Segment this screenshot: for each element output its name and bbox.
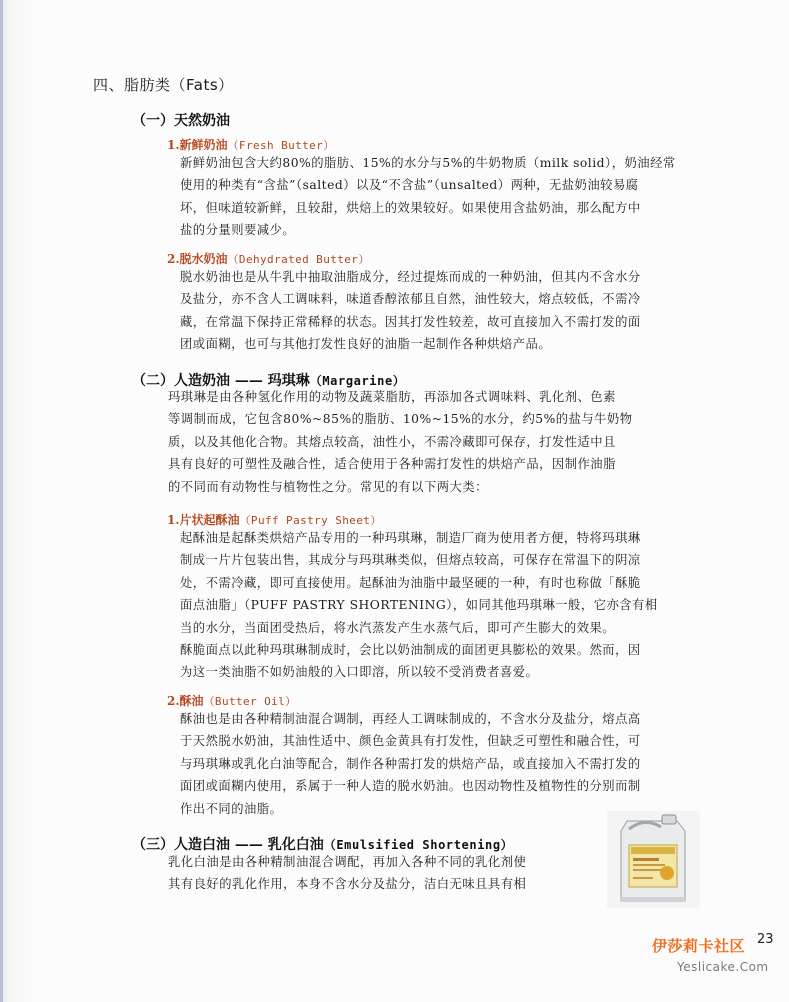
section-title: 四、脂肪类（Fats） — [93, 76, 234, 94]
paragraph-line: 面点油脂」（PUFF PASTRY SHORTENING），如同其他玛琪琳一般，它亦含有相 — [180, 598, 658, 613]
paragraph-margarine — [168, 386, 700, 498]
heading-puff-pastry — [167, 511, 382, 528]
shortening-canister-image — [607, 811, 700, 908]
heading-natural-butter-cn: （一）天然奶油 — [132, 113, 230, 129]
heading-shortening-cn: （三）人造白油 —— 乳化白油 — [132, 837, 324, 853]
paragraph-line: 制成一片片包装出售，其成分与玛琪琳类似，但熔点较高，可保存在常温下的阴凉 — [180, 553, 641, 568]
paragraph-puff-pastry — [180, 527, 700, 684]
paragraph-line: 为这一类油脂不如奶油般的入口即溶，所以较不受消费者喜爱。 — [180, 665, 539, 680]
page-number: 23 — [757, 932, 774, 947]
paragraph-line: 新鲜奶油包含大约80%的脂肪、15%的水分与5%的牛奶物质（milk solid），奶油经常 — [180, 156, 676, 170]
paragraph-fresh-butter — [180, 152, 700, 242]
paragraph-butter-oil — [180, 708, 700, 820]
watermark-text-cn: 伊莎莉卡社区 — [652, 937, 746, 955]
heading-butter-oil-en: （Butter Oil） — [203, 695, 297, 708]
paragraph-line: 及盐分，亦不含人工调味料，味道香醇浓郁且自然，油性较大，熔点较低，不需冷 — [180, 292, 641, 307]
paragraph-line: 质，以及其他化合物。其熔点较高，油性小，不需冷藏即可保存，打发性适中且 — [168, 434, 616, 449]
paragraph-line: 酥脆面点以此种玛琪琳制成时，会比以奶油制成的面团更具膨松的效果。然而，因 — [180, 643, 641, 658]
paragraph-line: 的不同而有动物性与植物性之分。常见的有以下两大类： — [168, 479, 488, 494]
heading-puff-pastry-en: （Puff Pastry Sheet） — [239, 514, 382, 527]
paragraph-line: 起酥油是起酥类烘焙产品专用的一种玛琪琳，制造厂商为使用者方便，特将玛琪琳 — [180, 531, 641, 545]
paragraph-line: 当的水分，当面团受热后，将水汽蒸发产生水蒸气后，即可产生膨大的效果。 — [180, 620, 616, 635]
paragraph-line: 其有良好的乳化作用，本身不含水分及盐分，洁白无味且具有相 — [168, 877, 527, 892]
paragraph-line: 盐的分量则要减少。 — [180, 223, 296, 238]
paragraph-line: 面团或面糊内使用，系属于一种人造的脱水奶油。也因动物性及植物性的分别而制 — [180, 779, 641, 794]
paragraph-line: 于天然脱水奶油，其油性适中、颜色金黄具有打发性，但缺乏可塑性和融合性，可 — [180, 734, 641, 749]
heading-margarine-cn: （二）人造奶油 —— 玛琪琳 — [132, 373, 310, 389]
heading-fresh-butter-en: （Fresh Butter） — [227, 139, 335, 152]
paragraph-line: 玛琪琳是由各种氢化作用的动物及蔬菜脂肪，再添加各式调味料、乳化剂、色素 — [168, 390, 616, 404]
paragraph-line: 乳化白油是由各种精制油混合调配，再加入各种不同的乳化剂使 — [168, 855, 527, 869]
paragraph-line: 团或面糊，也可与其他打发性良好的油脂一起制作各种烘焙产品。 — [180, 337, 552, 352]
paragraph-line: 藏，在常温下保持正常稀释的状态。因其打发性较差，故可直接加入不需打发的面 — [180, 314, 641, 329]
paragraph-line: 处，不需冷藏，即可直接使用。起酥油为油脂中最坚硬的一种，有时也称做「酥脆 — [180, 575, 641, 590]
paragraph-line: 坏，但味道较新鲜，且较甜，烘焙上的效果较好。如果使用含盐奶油，那么配方中 — [180, 200, 641, 215]
heading-margarine-en: （Margarine） — [309, 374, 406, 388]
paragraph-line: 等调制而成，它包含80%~85%的脂肪、10%~15%的水分，约5%的盐与牛奶物 — [168, 412, 633, 427]
heading-butter-oil-cn: 2.酥油 — [167, 694, 204, 708]
heading-shortening-en: （Emulsified Shortening） — [323, 838, 514, 852]
paragraph-line: 使用的种类有“含盐”（salted）以及“不含盐”（unsalted）两种，无盐奶油较易腐 — [180, 178, 639, 193]
heading-dehydrated-butter-cn: 2.脱水奶油 — [167, 252, 228, 266]
heading-fresh-butter-cn: 1.新鲜奶油 — [167, 138, 228, 152]
paragraph-line: 酥油也是由各种精制油混合调制，再经人工调味制成的，不含水分及盐分，熔点高 — [180, 712, 641, 726]
heading-butter-oil — [167, 692, 297, 709]
paragraph-line: 作出不同的油脂。 — [180, 801, 283, 816]
paragraph-dehydrated-butter — [180, 266, 700, 356]
paragraph-line: 与玛琪琳或乳化白油等配合，制作各种需打发的烘焙产品，或直接加入不需打发的 — [180, 756, 641, 771]
heading-natural-butter — [132, 110, 230, 130]
heading-dehydrated-butter-en: （Dehydrated Butter） — [227, 253, 370, 266]
watermark-text-en: Yeslicake.Com — [677, 960, 769, 974]
heading-dehydrated-butter — [167, 250, 370, 267]
heading-fresh-butter — [167, 136, 335, 153]
page-edge — [0, 0, 3, 1002]
paragraph-line: 脱水奶油也是从牛乳中抽取油脂成分，经过提炼而成的一种奶油，但其内不含水分 — [180, 270, 641, 284]
paragraph-shortening — [168, 851, 596, 896]
heading-puff-pastry-cn: 1.片状起酥油 — [167, 513, 240, 527]
paragraph-line: 具有良好的可塑性及融合性，适合使用于各种需打发性的烘焙产品，因制作油脂 — [168, 457, 616, 472]
